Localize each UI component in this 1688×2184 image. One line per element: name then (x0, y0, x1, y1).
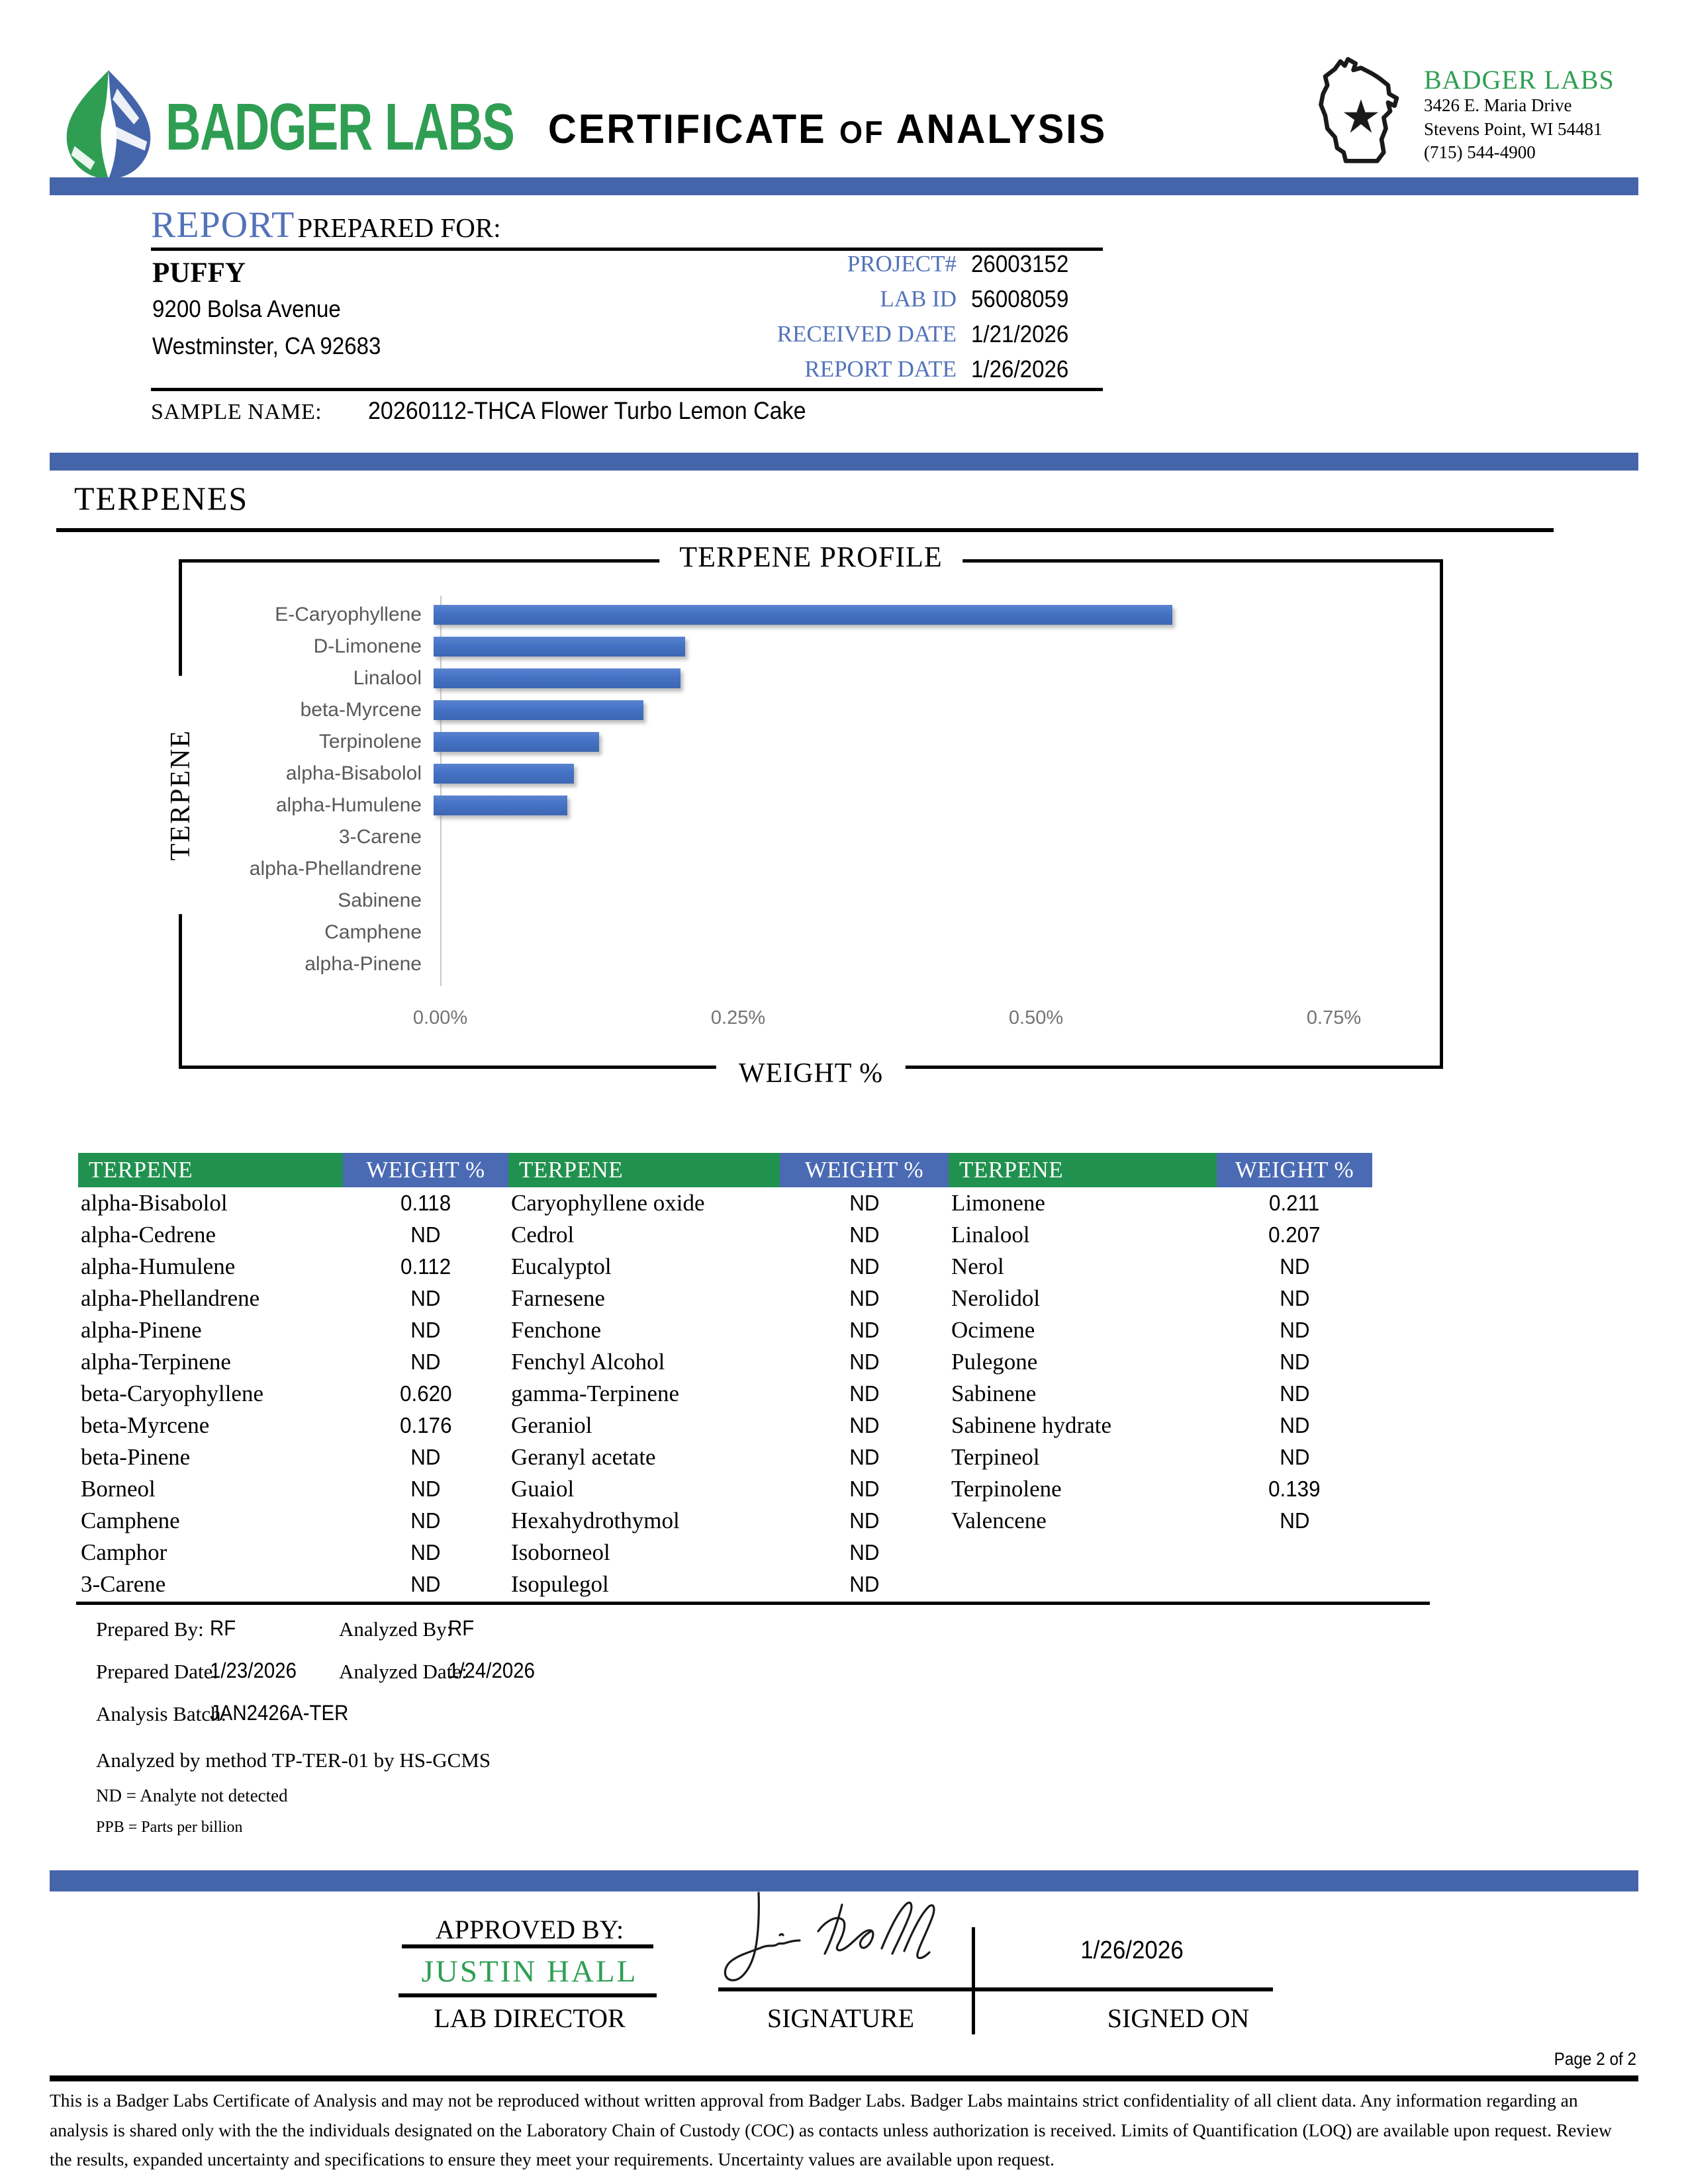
terpene-results-table (78, 1153, 1372, 1600)
chart-bar-zone (432, 821, 1433, 853)
approver-name: JUSTIN HALL (421, 1954, 638, 1989)
terpene-name-cell: beta-Myrcene (81, 1412, 210, 1438)
analysis-batch-value: JAN2426A-TER (210, 1701, 349, 1725)
terpene-name-cell: Borneol (81, 1476, 156, 1502)
weight-value-cell: 0.118 (400, 1191, 451, 1215)
terpene-name-cell: Valencene (951, 1508, 1047, 1533)
chart-tick-0.25%: 0.25% (710, 1007, 766, 1028)
analyzed-date-value: 1/24/2026 (448, 1659, 535, 1682)
terpene-name-cell: alpha-Phellandrene (81, 1285, 260, 1311)
approved-by-label: APPROVED BY: (435, 1915, 624, 1944)
weight-value-cell: ND (410, 1572, 441, 1596)
chart-bar-zone (432, 790, 1433, 821)
prepared-date-value: 1/23/2026 (210, 1659, 297, 1682)
chart-bar-zone (432, 662, 1433, 694)
report-word: REPORT (151, 205, 295, 246)
table-header-cell-5: WEIGHT % (1217, 1153, 1372, 1187)
chart-x-axis-label: WEIGHT % (716, 1058, 906, 1089)
footer-disclaimer: This is a Badger Labs Certificate of Analysis and may not be reproduced without written approval from Badger Labs. Badger Labs maintains strict confidentiality of all client data. Any information regarding an analysis is shared only with the the individuals designated on the Laboratory Chain of Custody (COC) as contacts unless authorization is received. Limits of Quantification (LOQ) are available upon request. Review the results, expanded uncertainty and specifications to ensure they meet your requirements. Uncertainty values are available upon request. (50, 2090, 1612, 2170)
client-address-line1: 9200 Bolsa Avenue (152, 295, 341, 322)
terpene-name-cell: Geraniol (511, 1412, 592, 1438)
chart-bar-zone (432, 948, 1433, 980)
weight-value-cell (1217, 1569, 1372, 1600)
weight-value-cell: ND (849, 1254, 880, 1279)
terpene-name-cell: Caryophyllene oxide (511, 1190, 705, 1216)
weight-value-cell: ND (410, 1318, 441, 1342)
chart-bar-Linalool (434, 668, 680, 688)
chart-tick-0.75%: 0.75% (1306, 1007, 1362, 1028)
weight-value-cell: ND (410, 1286, 441, 1310)
weight-value-cell: ND (1279, 1254, 1310, 1279)
chart-category-label: Terpinolene (318, 731, 422, 752)
chart-bar-E-Caryophyllene (434, 605, 1172, 625)
results-table-header (78, 1153, 1372, 1187)
signature-label: SIGNATURE (767, 2003, 915, 2033)
lab-name: BADGER LABS (1424, 65, 1615, 95)
page-title: CERTIFICATE OF ANALYSIS (547, 107, 1107, 152)
approver-title: LAB DIRECTOR (434, 2003, 626, 2033)
terpene-name-cell: Farnesene (511, 1285, 605, 1311)
prepared-by-value: RF (210, 1616, 236, 1640)
weight-value-cell: ND (410, 1445, 441, 1469)
terpene-name-cell: alpha-Pinene (81, 1317, 202, 1343)
weight-value-cell: ND (849, 1381, 880, 1406)
approver-name-underline (399, 1993, 657, 1997)
terpene-name-cell: Nerolidol (951, 1285, 1041, 1311)
chart-bars-area (182, 599, 1433, 980)
table-header-cell-0: TERPENE (78, 1153, 343, 1187)
signature-divider-line (972, 1927, 975, 2034)
chart-category-label: alpha-Humulene (275, 794, 422, 816)
weight-value-cell: ND (1279, 1286, 1310, 1310)
divider-bar-middle (50, 453, 1638, 471)
weight-value-cell: 0.211 (1269, 1191, 1320, 1215)
weight-value-cell (1217, 1537, 1372, 1569)
signed-on-date: 1/26/2026 (1080, 1936, 1184, 1964)
weight-value-cell: ND (849, 1349, 880, 1374)
weight-value-cell: ND (849, 1508, 880, 1533)
chart-bar-beta-Myrcene (434, 700, 643, 720)
chart-category-label: E-Caryophyllene (275, 604, 422, 625)
meta-label-2: RECEIVED DATE (776, 321, 957, 347)
terpene-name-cell: Fenchone (511, 1317, 602, 1343)
prepared-by-label: Prepared By: (96, 1617, 204, 1641)
terpene-name-cell: Cedrol (511, 1222, 575, 1248)
chart-bar-Terpinolene (434, 732, 599, 752)
terpene-name-cell: Pulegone (951, 1349, 1038, 1375)
weight-value-cell: ND (410, 1222, 441, 1247)
terpene-name-cell: Terpineol (951, 1444, 1040, 1470)
weight-value-cell: ND (849, 1572, 880, 1596)
terpene-name-cell: Isopulegol (511, 1571, 609, 1597)
chart-bar-zone (432, 917, 1433, 948)
terpene-name-cell: Isoborneol (511, 1539, 610, 1565)
terpene-name-cell: Sabinene (951, 1381, 1037, 1406)
weight-value-cell: ND (849, 1540, 880, 1565)
chart-bar-zone (432, 599, 1433, 631)
terpene-name-cell: Ocimene (951, 1317, 1035, 1343)
prepared-date-label: Prepared Date: (96, 1660, 219, 1683)
terpene-name-cell: Limonene (951, 1190, 1045, 1216)
chart-y-axis-label: TERPENE (165, 729, 197, 861)
chart-category-label: alpha-Bisabolol (285, 762, 422, 784)
signature-image (695, 1885, 973, 1997)
table-bottom-line (76, 1602, 1430, 1605)
sample-name-value: 20260112-THCA Flower Turbo Lemon Cake (368, 397, 806, 424)
terpene-name-cell: Eucalyptol (511, 1253, 612, 1279)
terpene-name-cell: alpha-Humulene (81, 1253, 236, 1279)
page-number: Page 2 of 2 (1554, 2049, 1636, 2069)
chart-bar-zone (432, 726, 1433, 758)
terpene-name-cell: Geranyl acetate (511, 1444, 656, 1470)
lab-phone: (715) 544-4900 (1424, 142, 1536, 163)
meta-value-1: 56008059 (971, 285, 1069, 312)
chart-row-D-Limonene (182, 631, 1433, 662)
table-header-cell-4: TERPENE (949, 1153, 1217, 1187)
chart-row-alpha-Bisabolol (182, 758, 1433, 790)
meta-value-0: 26003152 (971, 250, 1069, 277)
terpene-name-cell: Linalool (951, 1222, 1030, 1248)
chart-bar-alpha-Humulene (434, 796, 567, 815)
chart-tick-0.50%: 0.50% (1008, 1007, 1064, 1028)
terpene-name-cell: Fenchyl Alcohol (511, 1349, 665, 1375)
chart-row-Linalool (182, 662, 1433, 694)
chart-category-label: alpha-Pinene (305, 953, 422, 975)
chart-category-label: Camphene (324, 921, 422, 943)
terpene-name-cell: Camphor (81, 1539, 167, 1565)
chart-category-label: 3-Carene (338, 826, 422, 848)
nd-note: ND = Analyte not detected (96, 1786, 288, 1805)
chart-bar-zone (432, 853, 1433, 885)
terpene-name-cell: gamma-Terpinene (511, 1381, 680, 1406)
lab-address-line2: Stevens Point, WI 54481 (1424, 118, 1603, 139)
terpene-name-cell: beta-Pinene (81, 1444, 191, 1470)
terpenes-section-title: TERPENES (74, 480, 249, 517)
terpene-name-cell: Hexahydrothymol (511, 1508, 680, 1533)
weight-value-cell: 0.139 (1268, 1477, 1321, 1501)
chart-category-label: D-Limonene (313, 635, 422, 657)
wisconsin-map-icon (1311, 52, 1420, 171)
table-header-cell-1: WEIGHT % (343, 1153, 508, 1187)
terpene-name-cell: alpha-Cedrene (81, 1222, 216, 1248)
terpene-name-cell: Guaiol (511, 1476, 575, 1502)
chart-row-3-Carene (182, 821, 1433, 853)
lab-address-block (1311, 52, 1655, 171)
weight-value-cell: ND (849, 1191, 880, 1215)
chart-category-label: beta-Myrcene (300, 699, 422, 721)
chart-row-Sabinene (182, 885, 1433, 917)
chart-row-Terpinolene (182, 726, 1433, 758)
report-section-heading (151, 204, 501, 246)
terpene-name-cell: alpha-Terpinene (81, 1349, 231, 1375)
leaf-logo-icon (52, 67, 165, 188)
chart-row-alpha-Humulene (182, 790, 1433, 821)
terpene-name-cell: alpha-Bisabolol (81, 1190, 228, 1216)
badger-labs-logo (52, 68, 514, 187)
weight-value-cell: ND (1279, 1413, 1310, 1437)
meta-value-3: 1/26/2026 (971, 355, 1069, 383)
approved-by-underline (402, 1944, 653, 1948)
chart-bar-zone (432, 758, 1433, 790)
method-note: Analyzed by method TP-TER-01 by HS-GCMS (96, 1749, 491, 1772)
weight-value-cell: ND (849, 1286, 880, 1310)
chart-bar-alpha-Bisabolol (434, 764, 574, 784)
terpene-name-cell: Nerol (951, 1253, 1004, 1279)
chart-category-label: alpha-Phellandrene (249, 858, 422, 880)
logo-wordmark: BADGER LABS (165, 90, 514, 164)
chart-bar-zone (432, 631, 1433, 662)
weight-value-cell: 0.207 (1268, 1222, 1321, 1247)
table-header-cell-2: TERPENE (508, 1153, 780, 1187)
divider-bar-top (50, 177, 1638, 195)
footer-divider-line (50, 2075, 1638, 2081)
lab-address-line1: 3426 E. Maria Drive (1424, 95, 1572, 115)
weight-value-cell: ND (410, 1508, 441, 1533)
sample-name-row (151, 397, 844, 425)
analyzed-by-value: RF (448, 1616, 475, 1640)
weight-value-cell: ND (410, 1477, 441, 1501)
analyzed-date-label: Analyzed Date: (339, 1660, 467, 1683)
chart-bar-zone (432, 694, 1433, 726)
chart-row-alpha-Phellandrene (182, 853, 1433, 885)
weight-value-cell: ND (1279, 1381, 1310, 1406)
terpene-name-cell: Camphene (81, 1508, 180, 1533)
meta-value-2: 1/21/2026 (971, 320, 1069, 347)
weight-value-cell: ND (849, 1222, 880, 1247)
meta-label-3: REPORT DATE (804, 356, 957, 382)
weight-value-cell: ND (1279, 1445, 1310, 1469)
chart-tick-0.00%: 0.00% (412, 1007, 468, 1028)
report-meta-list (467, 246, 1256, 387)
weight-value-cell: ND (1279, 1508, 1310, 1533)
ppb-note: PPB = Parts per billion (96, 1819, 243, 1836)
client-name: PUFFY (152, 257, 246, 289)
analysis-batch-label: Analysis Batch: (96, 1702, 227, 1725)
signed-on-label: SIGNED ON (1107, 2003, 1250, 2033)
chart-category-label: Linalool (353, 667, 422, 689)
terpenes-underline (56, 528, 1554, 532)
weight-value-cell: ND (410, 1540, 441, 1565)
weight-value-cell: ND (410, 1349, 441, 1374)
weight-value-cell: 0.112 (400, 1254, 451, 1279)
weight-value-cell: ND (849, 1445, 880, 1469)
chart-row-beta-Myrcene (182, 694, 1433, 726)
weight-value-cell: ND (1279, 1318, 1310, 1342)
weight-value-cell: ND (849, 1413, 880, 1437)
weight-value-cell: ND (849, 1477, 880, 1501)
terpene-name-cell (949, 1569, 1217, 1600)
weight-value-cell: ND (1279, 1349, 1310, 1374)
weight-value-cell: 0.620 (399, 1381, 452, 1406)
sample-divider-line (151, 388, 1103, 391)
chart-row-Camphene (182, 917, 1433, 948)
terpene-name-cell (949, 1537, 1217, 1569)
chart-bar-zone (432, 885, 1433, 917)
terpene-name-cell: Sabinene hydrate (951, 1412, 1111, 1438)
prepared-for-label: PREPARED FOR: (297, 212, 501, 243)
sample-name-label: SAMPLE NAME: (151, 400, 322, 424)
table-header-cell-3: WEIGHT % (780, 1153, 949, 1187)
chart-title: TERPENE PROFILE (659, 540, 962, 574)
chart-row-alpha-Pinene (182, 948, 1433, 980)
terpene-name-cell: beta-Caryophyllene (81, 1381, 264, 1406)
weight-value-cell: 0.176 (399, 1413, 452, 1437)
terpene-profile-chart (165, 541, 1443, 1089)
terpene-name-cell: Terpinolene (951, 1476, 1062, 1502)
chart-category-label: Sabinene (338, 889, 422, 911)
analyzed-by-label: Analyzed By: (339, 1617, 453, 1641)
client-address-line2: Westminster, CA 92683 (152, 332, 381, 359)
signature-line (718, 1987, 1273, 1991)
chart-x-axis-ticks (182, 1007, 1433, 1034)
meta-label-1: LAB ID (880, 286, 957, 312)
chart-row-E-Caryophyllene (182, 599, 1433, 631)
weight-value-cell: ND (849, 1318, 880, 1342)
meta-label-0: PROJECT# (847, 251, 957, 277)
chart-bar-D-Limonene (434, 637, 685, 657)
terpene-name-cell: 3-Carene (81, 1571, 166, 1597)
results-table-body (78, 1187, 1372, 1600)
